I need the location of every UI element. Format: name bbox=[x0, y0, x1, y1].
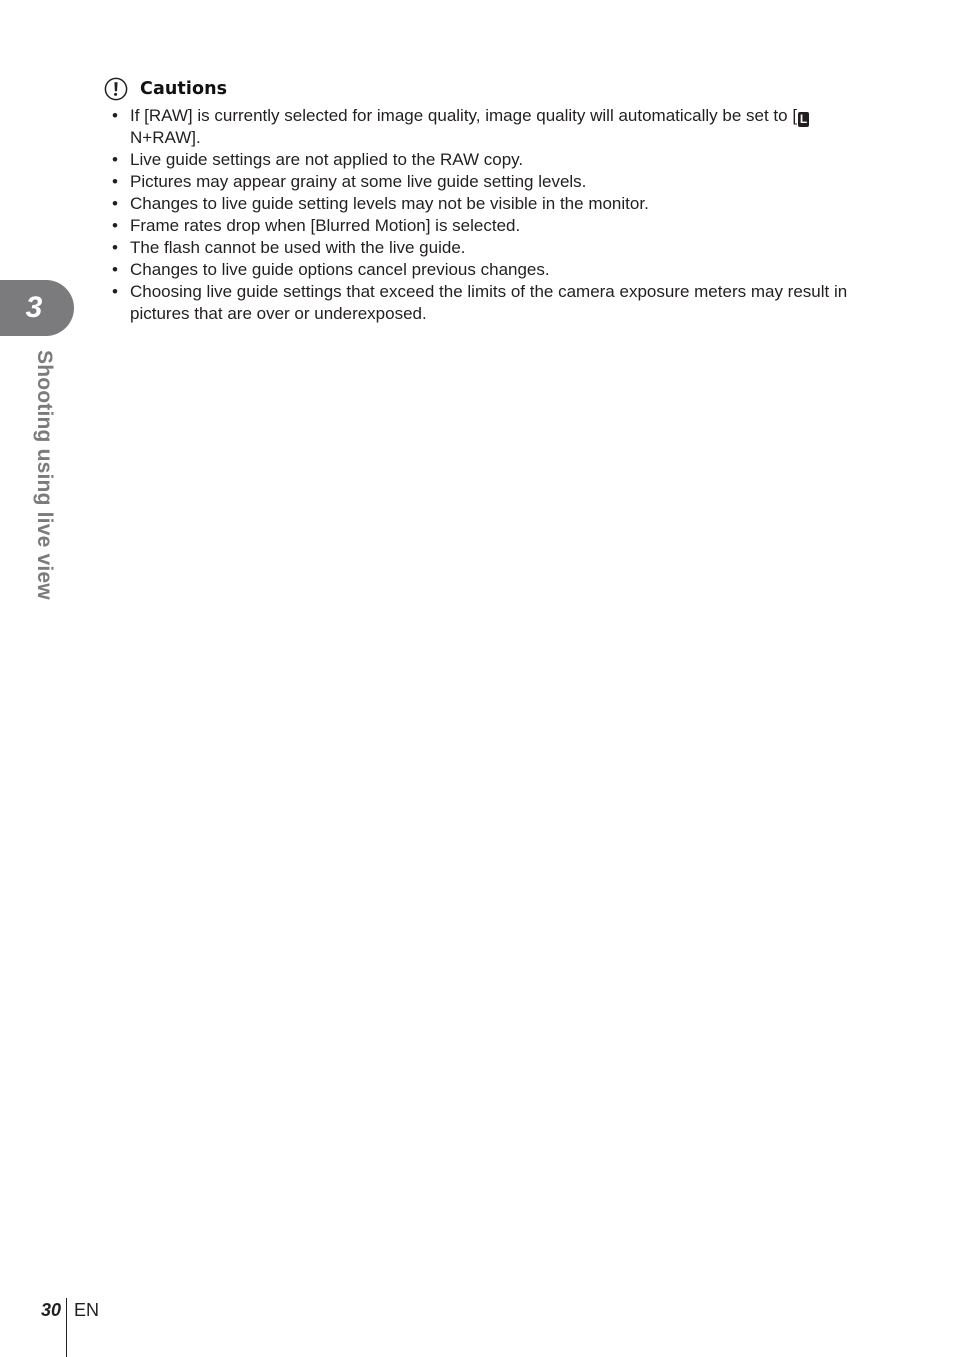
bullet: • bbox=[112, 260, 118, 279]
chapter-title-container bbox=[26, 350, 56, 630]
caution-item bbox=[108, 215, 868, 237]
page-language: EN bbox=[74, 1300, 100, 1320]
chapter-tab bbox=[0, 280, 74, 336]
large-quality-icon: L bbox=[799, 112, 808, 126]
cautions-header bbox=[104, 76, 227, 102]
chapter-title: Shooting using live view bbox=[33, 350, 56, 600]
caution-item-text-before: If [RAW] is currently selected for image quality, image quality will automatically be set to [ bbox=[130, 106, 798, 125]
bullet: • bbox=[112, 194, 118, 213]
caution-item-text: Frame rates drop when [Blurred Motion] is selected. bbox=[130, 216, 521, 235]
caution-item bbox=[108, 171, 868, 193]
footer-divider bbox=[66, 1298, 67, 1357]
caution-item bbox=[108, 193, 868, 215]
page-number: 30 bbox=[41, 1300, 62, 1320]
caution-item bbox=[108, 259, 868, 281]
caution-item bbox=[108, 149, 868, 171]
caution-item bbox=[108, 105, 868, 149]
caution-item-text-after: N+RAW]. bbox=[130, 128, 201, 147]
caution-item-text: The flash cannot be used with the live guide. bbox=[130, 238, 466, 257]
bullet: • bbox=[112, 238, 118, 257]
caution-item bbox=[108, 281, 868, 325]
bullet: • bbox=[112, 172, 118, 191]
chapter-number: 3 bbox=[25, 291, 43, 324]
bullet: • bbox=[112, 150, 118, 169]
cautions-list bbox=[108, 105, 868, 325]
bullet: • bbox=[112, 282, 118, 301]
caution-icon bbox=[104, 77, 128, 101]
bullet: • bbox=[112, 216, 118, 235]
cautions-title: Cautions bbox=[140, 79, 228, 99]
caution-item-text: Changes to live guide setting levels may not be visible in the monitor. bbox=[130, 194, 649, 213]
caution-item-text: Live guide settings are not applied to the RAW copy. bbox=[130, 150, 524, 169]
caution-item bbox=[108, 237, 868, 259]
caution-item-text: Choosing live guide settings that exceed the limits of the camera exposure meters may result in pictures that are over or underexposed. bbox=[130, 282, 848, 323]
caution-item-text: Pictures may appear grainy at some live guide setting levels. bbox=[130, 172, 587, 191]
bullet: • bbox=[112, 106, 118, 125]
caution-item-text: Changes to live guide options cancel previous changes. bbox=[130, 260, 550, 279]
